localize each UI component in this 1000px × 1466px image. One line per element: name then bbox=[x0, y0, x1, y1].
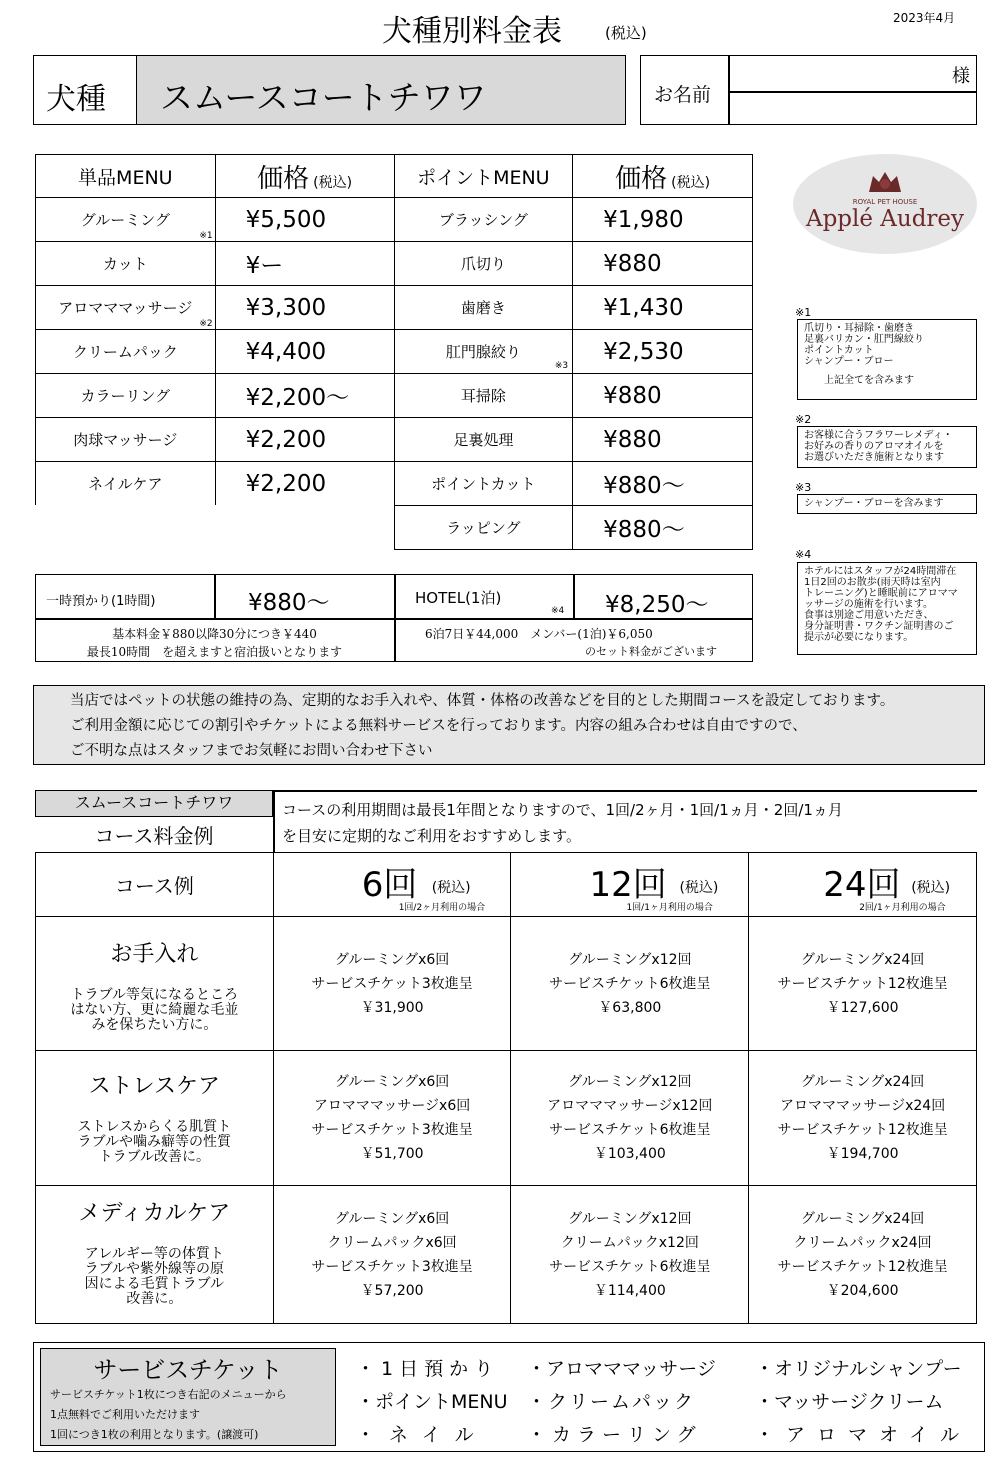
note-4: ホテルにはスタッフが24時間滞在 1日2回のお散歩(雨天時は室内 トレーニング)と睡眠前にアロママ ッサージの施術を行います。 食事は別途ご用意いただき、 身分証明書・ワクチン証明書のご 提示が必要になります。 bbox=[797, 562, 977, 655]
logo bbox=[793, 154, 977, 254]
info-box bbox=[33, 685, 985, 765]
point-price: ¥1,980 bbox=[573, 198, 753, 242]
point-price: ¥2,530 bbox=[573, 330, 753, 374]
single-price: ¥2,200 bbox=[215, 418, 394, 462]
course-row-label: メディカルケア アレルギー等の体質ト ラブルや紫外線等の原 因による毛質トラブル 改善に。 bbox=[36, 1186, 274, 1324]
info-line: 当店ではペットの状態の維持の為、定期的なお手入れや、体質・体格の改善などを目的とした期間コースを設定しております。 bbox=[70, 693, 895, 709]
course-cell: グルーミングx24回 クリームパックx24回 サービスチケット12枚進呈 ￥204,600 bbox=[749, 1186, 977, 1324]
point-price: ¥880 bbox=[573, 374, 753, 418]
course-cell: グルーミングx6回 サービスチケット3枚進呈 ￥31,900 bbox=[273, 917, 511, 1051]
note-1: 爪切り・耳掃除・歯磨き 足裏バリカン・肛門線絞り ポイントカット シャンプー・ブロー 上記全てを含みます bbox=[797, 319, 977, 400]
crest-icon bbox=[865, 168, 905, 196]
page-title-tax: (税込) bbox=[605, 24, 647, 42]
single-item: 肉球マッサージ bbox=[36, 418, 216, 462]
note-3: シャンプー・ブローを含みます bbox=[797, 494, 977, 514]
single-item: ネイルケア bbox=[36, 462, 216, 506]
note-mark: ※4 bbox=[795, 548, 812, 561]
ticket-item: ・ポイントMENU bbox=[356, 1391, 508, 1413]
stay-vline bbox=[214, 575, 216, 618]
point-price: ¥1,430 bbox=[573, 286, 753, 330]
ticket-item: ・アロマオイル bbox=[755, 1424, 972, 1446]
course-col-header: 12回 (税込) 1回/1ヶ月利用の場合 bbox=[511, 853, 749, 917]
ticket-item: ・ネイル bbox=[356, 1424, 488, 1446]
single-item: カット bbox=[36, 242, 216, 286]
single-item: クリームパック bbox=[36, 330, 216, 374]
single-price: ¥5,500 bbox=[215, 198, 394, 242]
name-divider bbox=[728, 56, 730, 124]
name-suffix: 様 bbox=[952, 66, 970, 87]
ticket-desc: サービスチケット1枚につき右記のメニューから 1点無料でご利用いただけます 1回につき1枚の利用となります。(譲渡可) bbox=[50, 1388, 287, 1441]
point-item: 耳掃除 bbox=[394, 374, 573, 418]
point-menu-header: ポイントMENU bbox=[394, 155, 573, 198]
page-title: 犬種別料金表 bbox=[382, 14, 562, 49]
logo-small-text: ROYAL PET HOUSE bbox=[852, 198, 918, 206]
ticket-item: ・マッサージクリーム bbox=[755, 1391, 944, 1413]
single-price: ¥2,200〜 bbox=[215, 374, 394, 418]
point-item: 肛門腺絞り ※3 bbox=[394, 330, 573, 374]
hotel-mark: ※4 bbox=[551, 606, 565, 616]
ticket-item: ・オリジナルシャンプー bbox=[755, 1358, 962, 1380]
course-cell: グルーミングx12回 クリームパックx12回 サービスチケット6枚進呈 ￥114,400 bbox=[511, 1186, 749, 1324]
point-item: ラッピング bbox=[394, 506, 573, 550]
info-line: ご利用金額に応じての割引やチケットによる無料サービスを行っております。内容の組み合わせは自由ですので、 bbox=[70, 718, 807, 734]
course-desc-border bbox=[273, 790, 275, 853]
empty-cover bbox=[34, 505, 394, 551]
course-title: コース料金例 bbox=[94, 824, 214, 848]
course-cell: グルーミングx6回 アロマママッサージx6回 サービスチケット3枚進呈 ￥51,700 bbox=[273, 1051, 511, 1186]
single-price: ¥2,200 bbox=[215, 462, 394, 506]
info-line: ご不明な点はスタッフまでお気軽にお問い合わせ下さい bbox=[70, 743, 433, 759]
stay-vline bbox=[394, 575, 396, 661]
name-label: お名前 bbox=[654, 84, 712, 106]
point-price: ¥880〜 bbox=[573, 462, 753, 506]
course-row-label: ストレスケア ストレスからくる肌質ト ラブルや噛み癖等の性質 トラブル改善に。 bbox=[36, 1051, 274, 1186]
point-item: ポイントカット bbox=[394, 462, 573, 506]
breed-name: スムースコートチワワ bbox=[160, 78, 487, 117]
point-price: ¥880〜 bbox=[573, 506, 753, 550]
daycare-price: ¥880〜 bbox=[248, 590, 330, 616]
point-item: ブラッシング bbox=[394, 198, 573, 242]
course-cell: グルーミングx24回 アロマママッサージx24回 サービスチケット12枚進呈 ￥194,700 bbox=[749, 1051, 977, 1186]
course-top-line bbox=[273, 790, 977, 792]
ticket-item: ・1日預かり bbox=[356, 1358, 500, 1380]
stay-vline bbox=[573, 575, 575, 618]
hotel-label: HOTEL(1泊) bbox=[415, 589, 502, 607]
single-price: ¥4,400 bbox=[215, 330, 394, 374]
daycare-label: 一時預かり(1時間) bbox=[46, 594, 156, 609]
course-cell: グルーミングx6回 クリームパックx6回 サービスチケット3枚進呈 ￥57,200 bbox=[273, 1186, 511, 1324]
single-price: ¥ー bbox=[215, 242, 394, 286]
single-price: ¥3,300 bbox=[215, 286, 394, 330]
course-col-header: 6回 (税込) 1回/2ヶ月利用の場合 bbox=[273, 853, 511, 917]
course-cell: グルーミングx12回 サービスチケット6枚進呈 ￥63,800 bbox=[511, 917, 749, 1051]
hotel-note2: のセット料金がございます bbox=[585, 645, 717, 658]
course-desc: コースの利用期間は最長1年間となりますので、1回/2ヶ月・1回/1ヵ月・2回/1ヵ月 を目安に定期的なご利用をおすすめします。 bbox=[282, 801, 843, 845]
hotel-price: ¥8,250〜 bbox=[605, 592, 709, 618]
breed-label: 犬種 bbox=[46, 82, 106, 117]
logo-brand: Applé Audrey bbox=[805, 206, 965, 232]
note-mark: ※3 bbox=[795, 481, 812, 494]
ticket-item: ・クリームパック bbox=[527, 1391, 696, 1413]
point-price-header: 価格 (税込) bbox=[573, 155, 753, 198]
date: 2023年4月 bbox=[893, 11, 956, 25]
single-menu-header: 単品MENU bbox=[36, 155, 216, 198]
course-example-label: コース例 bbox=[36, 853, 274, 917]
course-cell: グルーミングx24回 サービスチケット12枚進呈 ￥127,600 bbox=[749, 917, 977, 1051]
ticket-title: サービスチケット bbox=[93, 1356, 283, 1384]
single-item: グルーミング ※1 bbox=[36, 198, 216, 242]
point-item: 歯磨き bbox=[394, 286, 573, 330]
single-item: カラーリング bbox=[36, 374, 216, 418]
single-price-header: 価格 (税込) bbox=[215, 155, 394, 198]
ticket-item: ・カラーリング bbox=[527, 1424, 702, 1446]
course-col-header: 24回 (税込) 2回/1ヶ月利用の場合 bbox=[749, 853, 977, 917]
note-mark: ※1 bbox=[795, 306, 812, 319]
name-line bbox=[729, 91, 976, 93]
single-item: アロマママッサージ ※2 bbox=[36, 286, 216, 330]
course-row-label: お手入れ トラブル等気になるところ はない方、更に綺麗な毛並 みを保ちたい方に。 bbox=[36, 917, 274, 1051]
course-cell: グルーミングx12回 アロマママッサージx12回 サービスチケット6枚進呈 ￥103,400 bbox=[511, 1051, 749, 1186]
point-item: 足裏処理 bbox=[394, 418, 573, 462]
point-price: ¥880 bbox=[573, 242, 753, 286]
note-mark: ※2 bbox=[795, 413, 812, 426]
course-table bbox=[35, 852, 977, 1324]
menu-table bbox=[35, 154, 753, 550]
course-breed: スムースコートチワワ bbox=[35, 790, 273, 817]
ticket-item: ・アロマママッサージ bbox=[527, 1358, 716, 1380]
note-2: お客様に合うフラワーレメディ・ お好みの香りのアロマオイルを お選びいただき施術となります bbox=[797, 426, 977, 468]
daycare-note: 基本料金￥880以降30分につき￥440 最長10時間 を超えますと宿泊扱いとなります bbox=[86, 627, 343, 659]
point-item: 爪切り bbox=[394, 242, 573, 286]
point-price: ¥880 bbox=[573, 418, 753, 462]
hotel-note1: 6泊7日￥44,000 メンバー(1泊)￥6,050 bbox=[425, 627, 653, 641]
